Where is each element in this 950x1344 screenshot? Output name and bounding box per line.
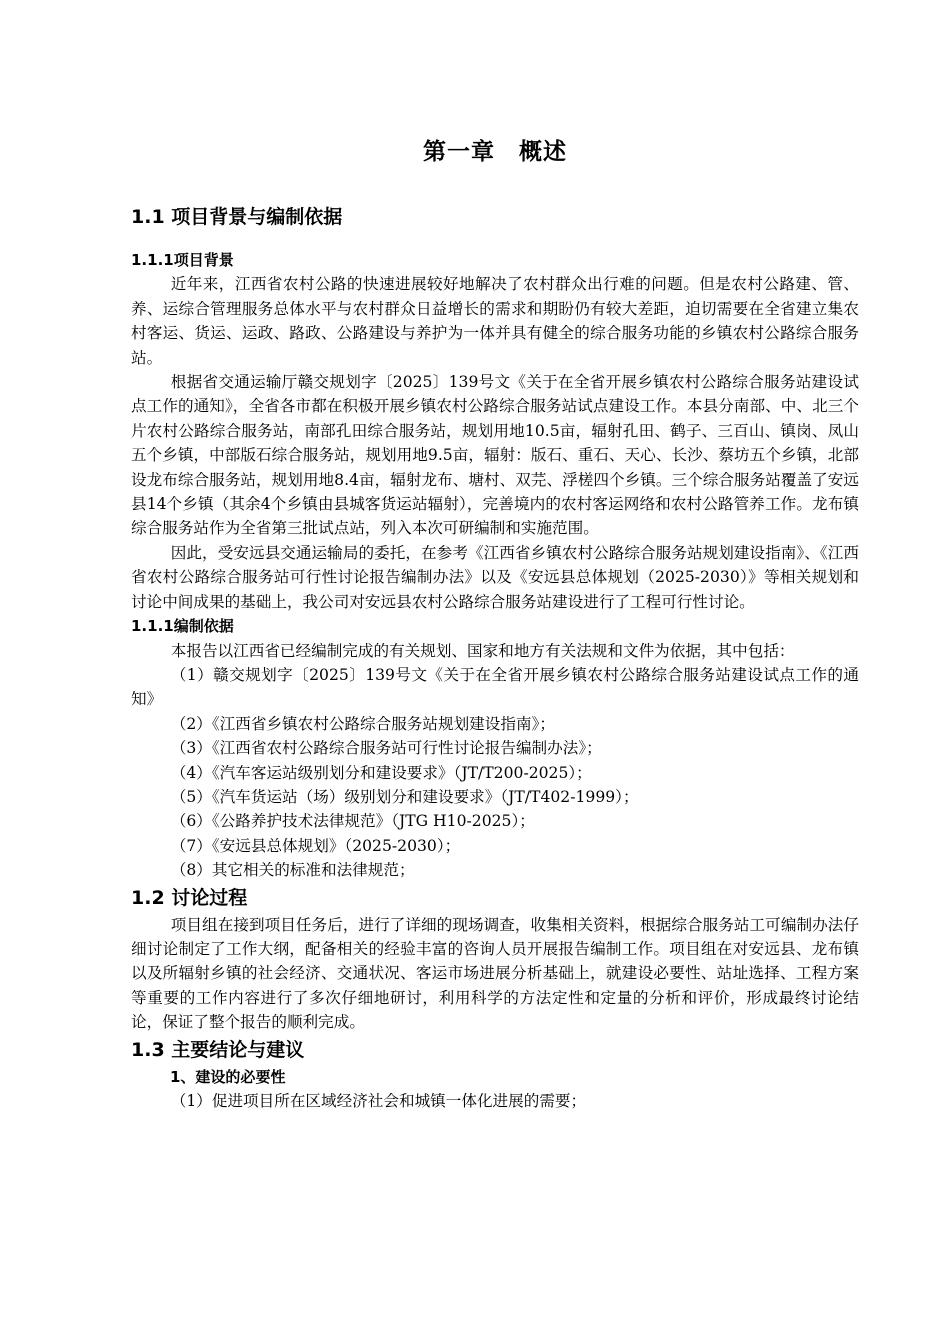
chapter-title: 第一章 概述 [423, 139, 567, 165]
section-heading-1-3: 1.3 主要结论与建议 [131, 1038, 305, 1061]
basis-item-4: （4）《汽车客运站级别划分和建设要求》（JT/T200-2025）； [170, 763, 592, 782]
paragraph-background-2: 根据省交通运输厅赣交规划字〔2025〕139号文《关于在全省开展乡镇农村公路综合服务站建设试点工作的通知》，全省各市都在积极开展乡镇农村公路综合服务站试点建设工作。本县分南部、中、北三个片农村公路综合服务站，南部孔田综合服务站，规划用地10.5亩，辐射孔田、鹤子、三百山、镇岗、凤山五个乡镇，中部版石综合服务站，规划用地9.5亩，辐射：版石、重石、天心、长沙、蔡坊五个乡镇，北部设龙布综合服务站，规划用地8.4亩，辐射龙布、塘村、双芫、浮槎四个乡镇。三个综合服务站覆盖了安远县14个乡镇（其余4个乡镇由县城客货运站辐射），完善境内的农村客运网络和农村公路管养工作。龙布镇综合服务站作为全省第三批试点站，列入本次可研编制和实施范围。 [131, 373, 859, 538]
subsection-heading-project-background: 1.1.1项目背景 [131, 251, 234, 269]
paragraph-background-1: 近年来，江西省农村公路的快速进展较好地解决了农村群众出行难的问题。但是农村公路建、管、养、运综合管理服务总体水平与农村群众日益增长的需求和期盼仍有较大差距，迫切需要在全省建立集农村客运、货运、运政、路政、公路建设与养护为一体并具有健全的综合服务功能的乡镇农村公路综合服务站。 [131, 275, 859, 367]
basis-item-7: （7）《安远县总体规划》（2025-2030）； [170, 836, 461, 855]
paragraph-basis-intro: 本报告以江西省已经编制完成的有关规划、国家和地方有关法规和文件为依据，其中包括： [170, 641, 795, 660]
basis-item-8: （8）其它相关的标准和法律规范； [170, 861, 415, 880]
basis-item-2: （2）《江西省乡镇农村公路综合服务站规划建设指南》； [170, 714, 555, 733]
subsection-heading-compilation-basis: 1.1.1编制依据 [131, 617, 234, 636]
necessity-item-1: （1）促进项目所在区域经济社会和城镇一体化进展的需要； [170, 1092, 587, 1110]
basis-item-6: （6）《公路养护技术法律规范》（JTG H10-2025）； [170, 812, 535, 831]
basis-item-1: （1）赣交规划字〔2025〕139号文《关于在全省开展乡镇农村公路综合服务站建设试点工作的通知》 [131, 665, 859, 709]
section-heading-1-1: 1.1 项目背景与编制依据 [131, 206, 343, 228]
paragraph-background-3: 因此，受安远县交通运输局的委托，在参考《江西省乡镇农村公路综合服务站规划建设指南》、《江西省农村公路综合服务站可行性讨论报告编制办法》以及《安远县总体规划（2025-2030）》等相关规划和讨论中间成果的基础上，我公司对安远县农村公路综合服务站建设进行了工程可行性讨论。 [131, 543, 859, 611]
subsection-heading-necessity: 1、建设的必要性 [170, 1067, 286, 1086]
paragraph-research-process: 项目组在接到项目任务后，进行了详细的现场调查，收集相关资料，根据综合服务站工可编制办法仔细讨论制定了工作大纲，配备相关的经验丰富的咨询人员开展报告编制工作。项目组在对安远县、龙布镇以及所辐射乡镇的社会经济、交通状况、客运市场进展分析基础上，就建设必要性、站址选择、工程方案等重要的工作内容进行了多次仔细地研讨，利用科学的方法定性和定量的分析和评价，形成最终讨论结论，保证了整个报告的顺利完成。 [131, 915, 859, 1032]
basis-item-3: （3）《江西省农村公路综合服务站可行性讨论报告编制办法》； [170, 739, 602, 758]
section-heading-1-2: 1.2 讨论过程 [131, 886, 248, 909]
basis-item-5: （5）《汽车货运站（场）级别划分和建设要求》（JT/T402-1999）； [170, 787, 639, 806]
page-content [131, 132, 859, 1113]
